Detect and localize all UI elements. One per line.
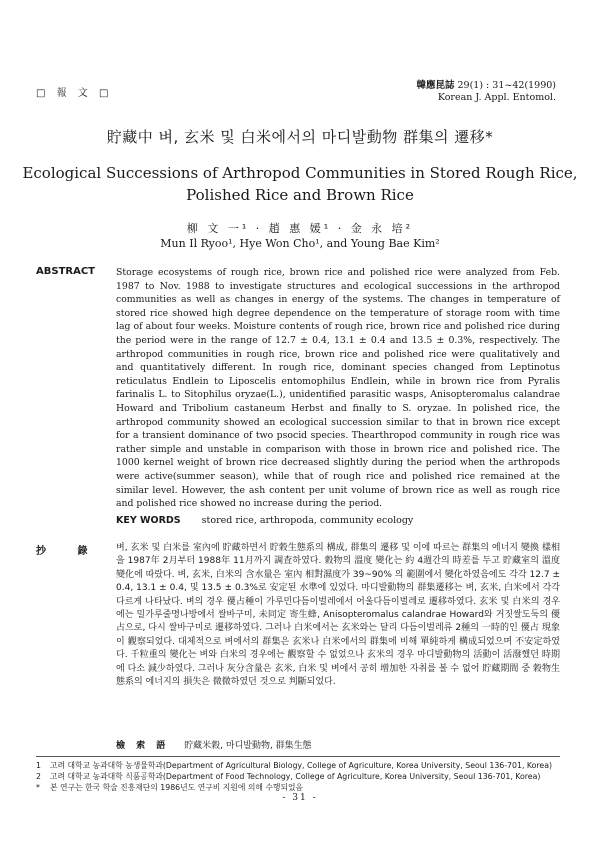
english-title-line-1: Ecological Successions of Arthropod Communities in Stored Rough Rice, (22, 164, 578, 182)
footnote-mark: 2 (36, 771, 41, 781)
keywords-text: stored rice, arthropoda, community ecology (201, 515, 414, 526)
footnotes (36, 761, 560, 793)
korean-title: 貯藏中 벼, 玄米 및 白米에서의 마디발動物 群集의 遷移* (106, 128, 494, 146)
korean-authors: 柳 文 一¹ · 趙 惠 媛¹ · 金 永 培² (186, 222, 414, 235)
abstract-text: Storage ecosystems of rough rice, brown rice and polished rice were analyzed from Feb. 1987 to Nov. 1988 to investigate structures and ecological successions in the arthropod communities as well as changes in energy of the systems. The changes in temperature of stored rice showed high degree dependence on the temperature of storage room with time lag of about four weeks. Moisture contents of rough rice, brown rice and polished rice during the period were in the range of 12.7 ± 0.4, 13.1 ± 0.4 and 13.5 ± 0.3%, respectively. The arthropod communities in rough rice, brown rice and polished rice were qualitatively and and quantitatively different. In rough rice, dominant species changed from Leptinotus reticulatus Endlein to Liposcelis entomophilus Endlein, while in brown rice from Pyralis farinalis L. to Sitophilus oryzae(L.), unidentified parasitic wasps, Anisopteromalus calandrae Howard and Tribolium castaneum Herbst and finally to S. oryzae. In polished rice, the arthropod community showed an ecological succession similar to that in brown rice except for a transient dominance of two psocid species. Thearthropod community in rough rice was rather simple and unstable in comparison with those in brown rice and polished rice. The 1000 kernel weight of brown rice decreased slightly during the period when the arthropods were active(summer season), while that of rough rice and polished rice remained at the similar level. However, the ash content per unit volume of brown rice as well as rough rice and polished rice showed no increase during the period. (116, 267, 560, 510)
korean-keywords-text: 貯藏米穀, 마디발動物, 群集生態 (184, 741, 312, 751)
footnote (36, 783, 560, 794)
footnote-divider (36, 756, 560, 757)
abstract-label: ABSTRACT (36, 266, 95, 277)
journal-volume: 29(1) : 31~42(1990) (457, 80, 556, 91)
keywords-label: KEY WORDS (116, 515, 181, 526)
article-type-label: □ 報 文 □ (36, 88, 113, 99)
korean-keywords-label: 檢 索 語 (116, 741, 170, 751)
page-number: - 31 - (282, 793, 318, 803)
footnote-mark: * (36, 782, 40, 792)
footnote-text: 본 연구는 한국 학술 진흥재단의 1986년도 연구비 지원에 의해 수행되었음 (50, 782, 304, 792)
keywords (116, 515, 413, 526)
footnote-mark: 1 (36, 761, 41, 770)
journal-line (416, 80, 556, 92)
footnote (36, 772, 560, 783)
journal-korean-title: 韓應昆誌 (416, 80, 455, 91)
english-title (0, 162, 600, 206)
korean-abstract-text: 벼, 玄米 및 白米를 室內에 貯藏하면서 貯穀生態系의 構成, 群集의 遷移 및 이에 따르는 群集의 에너지 變換 樣相을 1987年 2月부터 1988年 11月까지 調査하였다. 穀物의 溫度 變化는 約 4週간의 時差를 두고 貯藏室의 溫度 變化에 따랐다. 벼, 玄米, 白米의 含水量은 室內 相對濕度가 39~90% 의 範圍에서 變化하였음에도 각각 12.7 ± 0.4, 13.1 ± 0.4, 및 13.5 ± 0.3%로 安定된 水準에 있었다. 마디발動物의 群集遷移는 벼, 玄米, 白米에서 각각 다르게 나타났다. 벼의 경우 優占種이 가루민다듬이벌레에서 어울다듬이벌레로 遷移하였다. 玄米 및 白米의 경우에는 밀가루줄명나방에서 쌀바구미, 未同定 寄生蜂, Anisopteromalus calandrae Howard와 거짓쌀도둑의 優占으로, 다시 쌀바구미로 遷移하였다. 그러나 白米에서는 玄米와는 달리 다듬이벌레류 2種의 一時的인 優占 現象이 觀察되었다. 대체적으로 벼에서의 群集은 玄米나 白米에서의 群集에 비해 單純하게 構成되었으며 不安定하였다. 千粒重의 變化는 벼와 白米의 경우에는 觀察할 수 없었으나 玄米의 경우 마디발動物의 活動이 活潑했던 時期에 다소 減少하였다. 그러나 灰分含量은 玄米, 白米 및 벼에서 공히 增加한 자취를 볼 수 없어 貯藏期間 중 穀物生態系의 에너지의 損失은 微微하였던 것으로 判斷되었다. (116, 543, 560, 688)
footnote-text: 고려 대학교 농과대학 농생물학과(Department of Agricultural Biology, College of Agriculture, Korea University, Seoul 136-701, Korea) (50, 761, 553, 770)
korean-keywords (116, 738, 312, 751)
footnote-text: 고려 대학교 농과대학 식품공학과(Department of Food Technology, College of Agriculture, Korea University, Seoul 136-701, Korea) (50, 771, 541, 781)
journal-citation (416, 80, 556, 104)
journal-english-title: Korean J. Appl. Entomol. (437, 92, 556, 103)
english-authors: Mun Il Ryoo¹, Hye Won Cho¹, and Young Bae Kim² (160, 237, 440, 250)
footnote (36, 761, 560, 772)
korean-abstract-label: 抄 錄 (36, 546, 102, 557)
english-title-line-2: Polished Rice and Brown Rice (186, 186, 414, 204)
